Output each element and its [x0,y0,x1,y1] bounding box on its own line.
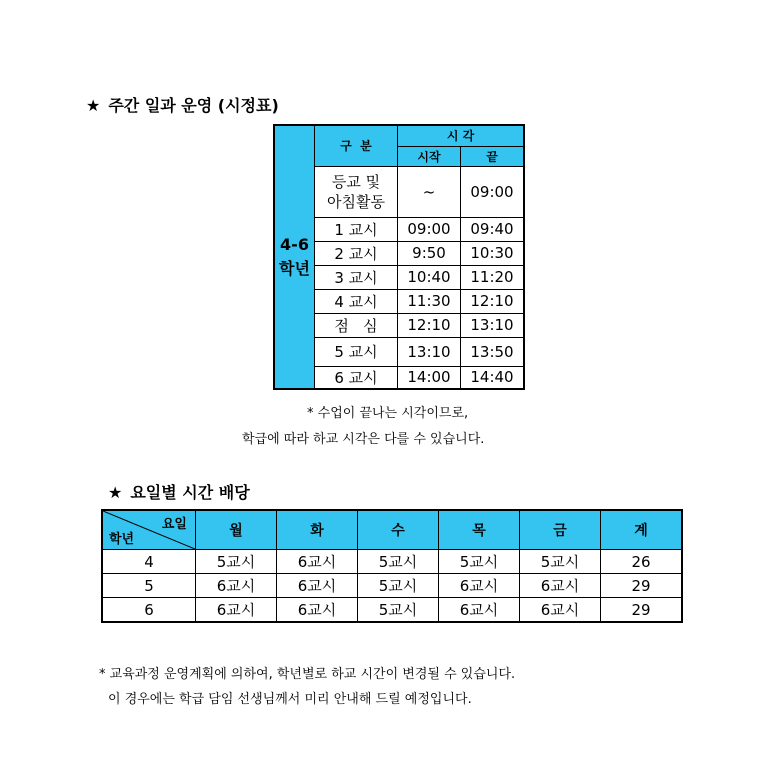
period-cell: 5교시 [439,550,520,574]
day-header-mon: 월 [196,510,277,550]
period-cell: 6교시 [196,598,277,623]
period-cell: 6교시 [520,574,601,598]
start-time: 11:30 [398,289,461,313]
schedule-row-label: 6 교시 [315,366,398,389]
period-cell: 6교시 [196,574,277,598]
period-cell: 5교시 [358,550,439,574]
end-time: 09:40 [461,217,525,241]
end-time: 09:00 [461,166,525,217]
period-cell: 6교시 [277,574,358,598]
period-cell: 6교시 [277,598,358,623]
table-row [102,598,682,623]
end-time: 13:50 [461,337,525,366]
daily-schedule-table [273,124,525,390]
period-cell: 5교시 [358,598,439,623]
arrival-label-line2: 아침활동 [327,192,385,211]
period-cell: 6교시 [277,550,358,574]
period-cell: 5교시 [520,550,601,574]
schedule-row-label: 1 교시 [315,217,398,241]
schedule-note-line1: * 수업이 끝나는 시각이므로, [307,406,469,421]
total-header: 계 [601,510,683,550]
total-cell: 29 [601,574,683,598]
allocation-note-line2: 이 경우에는 학급 담임 선생님께서 미리 안내해 드릴 예정입니다. [108,692,472,707]
arrival-label-line1: 등교 및 [331,172,381,191]
day-header-tue: 화 [277,510,358,550]
end-time: 11:20 [461,265,525,289]
weekday-allocation-heading [108,480,250,503]
schedule-row-label: 2 교시 [315,241,398,265]
grade-cell: 5 [102,574,196,598]
day-header-thu: 목 [439,510,520,550]
grade-range-cell [274,125,315,389]
time-header: 시 각 [398,125,525,146]
period-cell: 5교시 [196,550,277,574]
schedule-row-label: 3 교시 [315,265,398,289]
weekday-allocation-title: 요일별 시간 배당 [130,483,250,502]
table-row [102,574,682,598]
end-time: 13:10 [461,313,525,337]
start-time: 14:00 [398,366,461,389]
total-cell: 29 [601,598,683,623]
end-time: 14:40 [461,366,525,389]
start-header: 시작 [398,146,461,166]
start-time: 9:50 [398,241,461,265]
grade-cell: 6 [102,598,196,623]
table-row [102,550,682,574]
start-time: 10:40 [398,265,461,289]
grade-range: 4-6 [280,235,309,254]
schedule-title: 주간 일과 운영 (시정표) [108,96,279,115]
schedule-row-label: 4 교시 [315,289,398,313]
end-time: 10:30 [461,241,525,265]
allocation-note-line1: * 교육과정 운영계획에 의하여, 학년별로 하교 시간이 변경될 수 있습니다. [99,667,516,682]
schedule-row-label [315,166,398,217]
grade-word: 학년 [279,259,310,278]
start-time: 12:10 [398,313,461,337]
corner-header-cell [102,510,196,550]
start-time: 13:10 [398,337,461,366]
start-time: ~ [398,166,461,217]
star-icon: ★ [108,483,123,502]
star-icon: ★ [86,96,101,115]
period-cell: 6교시 [439,574,520,598]
start-time: 09:00 [398,217,461,241]
grade-cell: 4 [102,550,196,574]
period-cell: 6교시 [439,598,520,623]
schedule-note-line2: 학급에 따라 하교 시각은 다를 수 있습니다. [242,432,485,447]
period-cell: 6교시 [520,598,601,623]
corner-grade-label: 학년 [109,532,135,547]
division-header: 구 분 [315,125,398,166]
schedule-row-label: 점 심 [315,313,398,337]
end-header: 끝 [461,146,525,166]
end-time: 12:10 [461,289,525,313]
weekday-allocation-table [101,509,683,623]
day-header-fri: 금 [520,510,601,550]
corner-day-label: 요일 [161,517,187,532]
schedule-heading [86,93,279,116]
schedule-row-label: 5 교시 [315,337,398,366]
day-header-wed: 수 [358,510,439,550]
total-cell: 26 [601,550,683,574]
period-cell: 5교시 [358,574,439,598]
